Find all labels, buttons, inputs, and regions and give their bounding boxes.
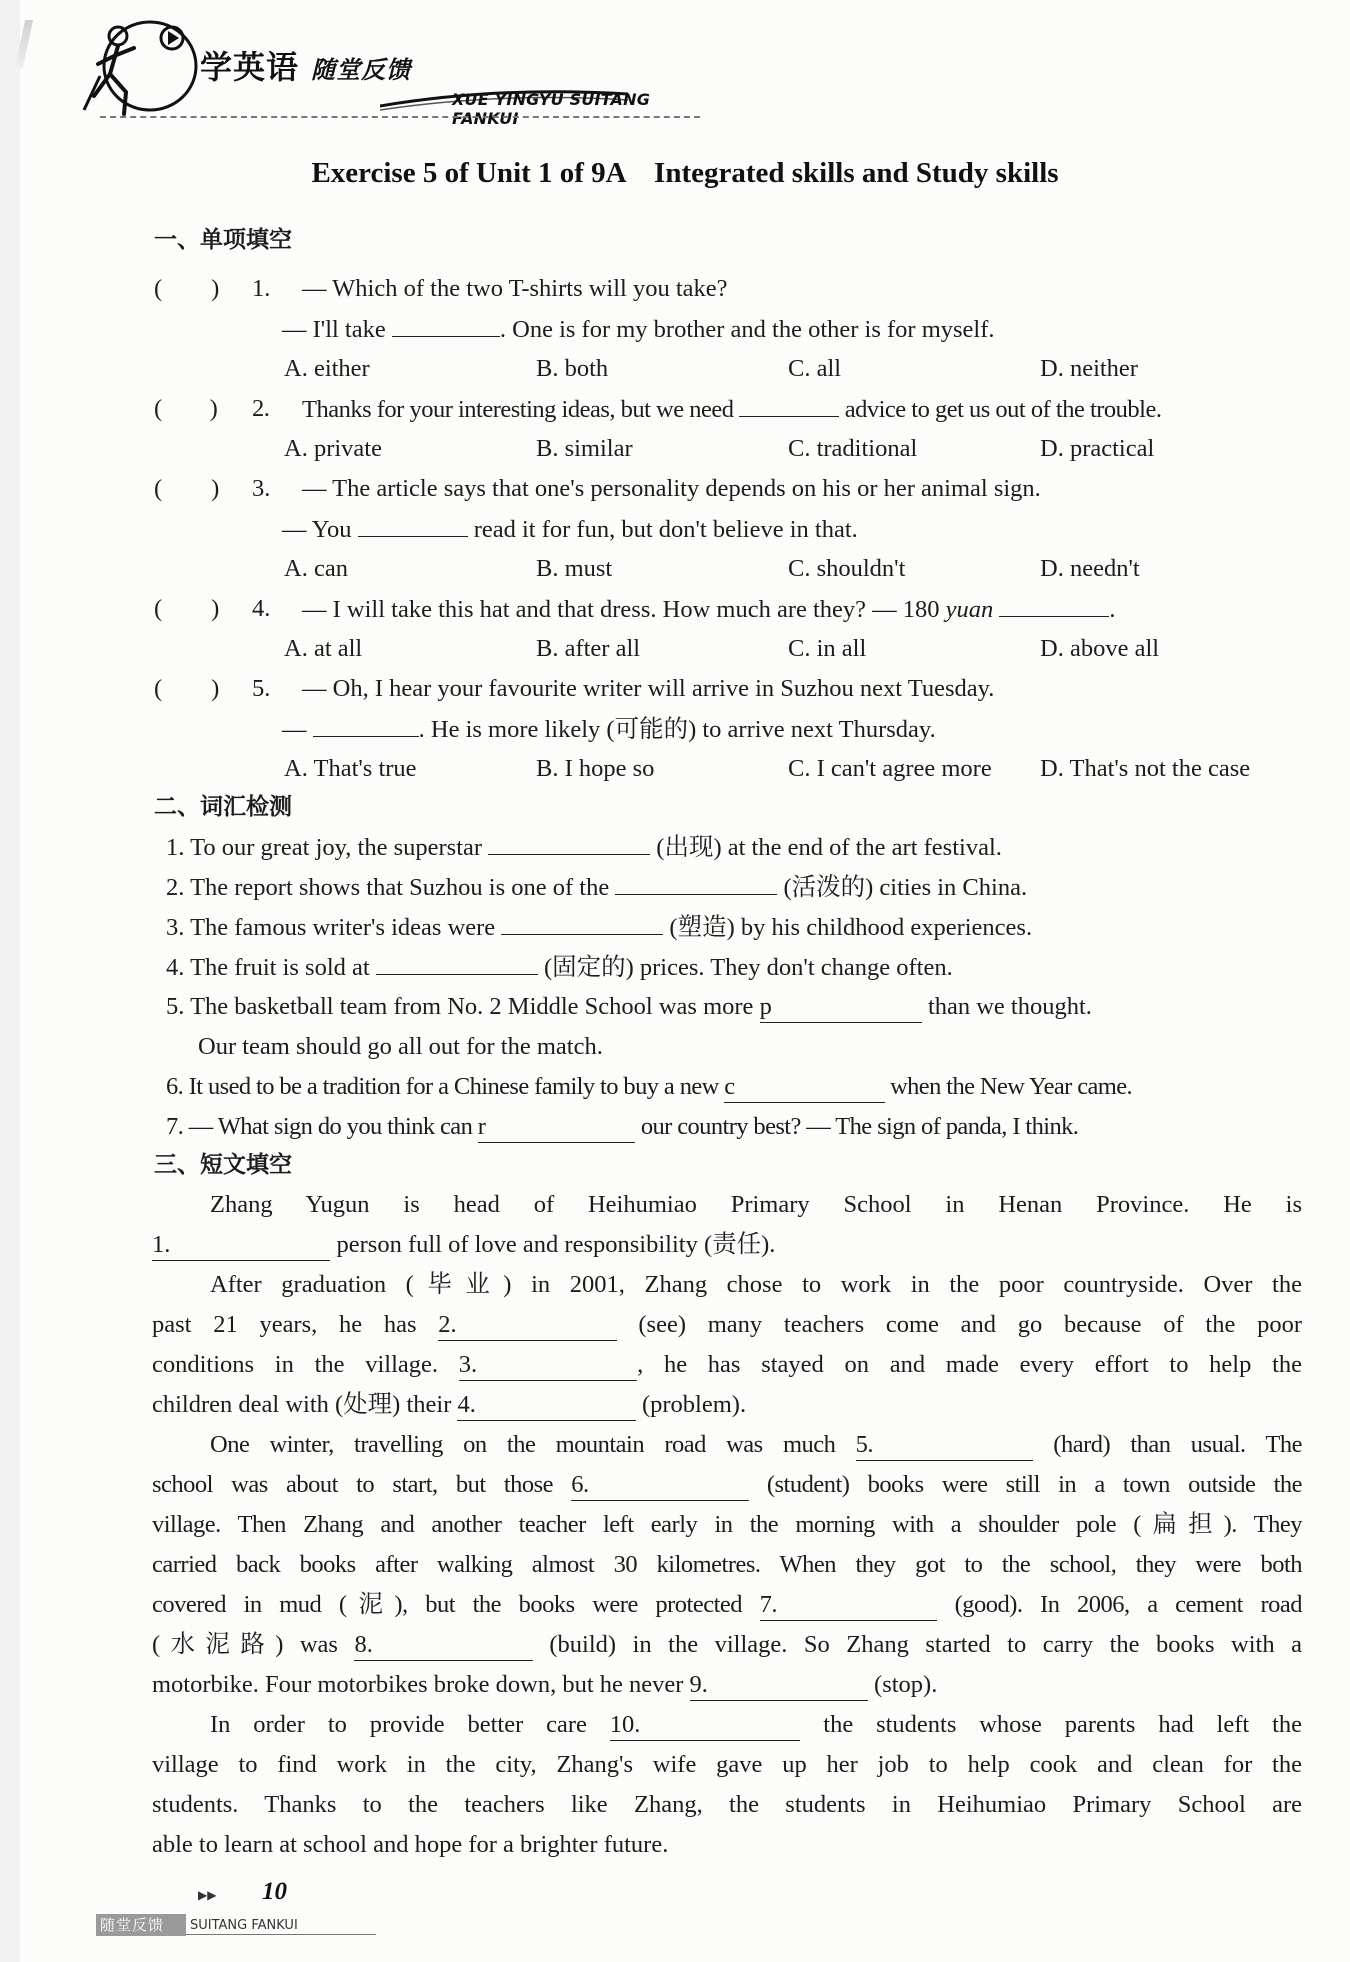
section3-heading: 三、短文填空 [154, 1152, 292, 1178]
vocab-item-2: 2. The report shows that Suzhou is one of the (活泼的) cities in China. [166, 874, 1028, 901]
passage-line: motorbike. Four motorbikes broke down, but he never 9. (stop). [152, 1670, 937, 1701]
passage-line: carried back books after walking almost 30 kilometres. When they got to the school, they were both [152, 1551, 1302, 1578]
answer-blank-4[interactable]: 4. [457, 1390, 635, 1421]
vocab-item-5: 5. The basketball team from No. 2 Middle School was more p than we thought. [166, 992, 1092, 1023]
answer-blank[interactable] [313, 714, 419, 737]
passage-line: village. Then Zhang and another teacher left early in the morning with a shoulder pole (扁担). They [152, 1511, 1302, 1538]
passage-line: covered in mud (泥), but the books were protected 7. (good). In 2006, a cement road [152, 1590, 1302, 1621]
question-5-line2: — . He is more likely (可能的) to arrive next Thursday. [282, 716, 936, 743]
worksheet-page: 学英语 随堂反馈 XUE YINGYU SUITANG FANKUI Exercise 5 of Unit 1 of 9A Integrated skills and Study skills 一、单项填空 ( ) 1. — Which of the two T-shirts will you take? — I'll take . One is for my brother and the other is for myself. A. either B. both C. all D. neither ( ) 2. Thanks for your interesting ideas, but we need advice to get us out of the trouble. A. private B. similar C. traditional D. practical ( ) 3. — The article says that one's personality depends on his or her animal sign. — You read it for fun, but don't believe in that. A. can B. must C. shouldn't D. needn't ( ) 4. — I will take this hat and that dress. How much are they? — 180 yuan . A. at all B. after all C. in all D. above all ( ) 5. — Oh, I hear your favourite writer will arrive in Suzhou next Tuesday. — . He is more likely (可能的) to arrive next Thursday. A. That's true B. I hope so C. I can't agree more D. That's not the case 二、词汇检测 1. To our great joy, the superstar (出现) at the end of the art festival. 2. The report shows that Suzhou is one of the (活泼的) cities in China. 3. The famous writer's ideas were (塑造) by his childhood experiences. 4. The fruit is sold at (固定的) prices. They don't change often. 5. The basketball team from No. 2 Middle School was more p than we thought. Our team should go all out for the match. 6. It used to be a tradition for a Chinese family to buy a new c when the New Year came. 7. — What sign do you think can r our country best? — The sign of panda, I think. 三、短文填空 Zhang Yugun is head of Heihumiao Primary School in Henan Province. He is 1. person full of love and responsibility (责任). After graduation (毕业) in 2001, Zhang chose to work in the poor countryside. Over the past 21 years, he has 2. (see) many teachers come and go because of the poor conditions in the village. 3. , he has stayed on and made every effort to help the children deal with (处理) their 4. (problem). One winter, travelling on the mountain road was much 5. (hard) than usual. The school was about to start, but those 6. (student) books were still in a town outside the village. Then Zhang and another teacher left early in the morning with a shoulder pole (扁担). They carried back books after walking almost 30 kilometres. When they got to the school, they were both covered in mud (泥), but the books were protected 7. (good). In 2006, a cement road (水泥路) was 8. (build) in the village. So Zhang started to carry the books with a motorbike. Four motorbikes broke down, but he never 9. (stop). In order to provide better care 10. the students whose parents had left the village to find work in the city, Zhang's wife gave up her job to help cook and clean for the students. Thanks to the teachers like Zhang, the students in Heihumiao Primary School are able to learn at school and hope for a brighter future. ▶▶ 10 随堂反馈 SUITANG FANKUI [20, 0, 1350, 1962]
passage-line: After graduation (毕业) in 2001, Zhang chose to work in the poor countryside. Over the [210, 1271, 1302, 1298]
page-number: 10 [262, 1878, 287, 1905]
vocab-item-3: 3. The famous writer's ideas were (塑造) by his childhood experiences. [166, 914, 1033, 941]
passage-line: past 21 years, he has 2. (see) many teachers come and go because of the poor [152, 1310, 1302, 1341]
answer-blank-1[interactable]: 1. [152, 1230, 330, 1261]
vocab-item-1: 1. To our great joy, the superstar (出现) at the end of the art festival. [166, 834, 1002, 861]
passage-line: school was about to start, but those 6. (student) books were still in a town outside the [152, 1470, 1302, 1501]
answer-bracket[interactable]: ( ) [154, 595, 220, 622]
answer-blank-3[interactable]: 3. [459, 1350, 637, 1381]
answer-blank[interactable]: c [724, 1072, 884, 1103]
footer-divider [186, 1934, 376, 1935]
page-header [80, 14, 720, 128]
passage-line: In order to provide better care 10. the students whose parents had left the [210, 1710, 1302, 1741]
passage-line: children deal with (处理) their 4. (problem). [152, 1390, 746, 1421]
vocab-item-7: 7. — What sign do you think can r our country best? — The sign of panda, I think. [166, 1112, 1078, 1143]
answer-blank[interactable] [739, 394, 839, 417]
vocab-item-4: 4. The fruit is sold at (固定的) prices. They don't change often. [166, 954, 953, 981]
passage-line: Zhang Yugun is head of Heihumiao Primary School in Henan Province. He is [210, 1191, 1302, 1218]
header-divider [100, 116, 700, 118]
footer-band-pinyin: SUITANG FANKUI [190, 1918, 298, 1933]
runner-logo-icon [80, 14, 210, 124]
passage-line: (水泥路) was 8. (build) in the village. So Zhang started to carry the books with a [152, 1630, 1302, 1661]
answer-blank[interactable] [501, 912, 663, 935]
answer-blank[interactable] [392, 314, 500, 337]
answer-blank[interactable] [488, 832, 650, 855]
answer-blank[interactable] [358, 514, 468, 537]
answer-blank[interactable] [615, 872, 777, 895]
answer-blank-5[interactable]: 5. [856, 1430, 1033, 1461]
answer-blank-6[interactable]: 6. [571, 1470, 748, 1501]
answer-blank[interactable]: r [478, 1112, 636, 1143]
answer-blank-8[interactable]: 8. [354, 1630, 532, 1661]
vocab-item-6: 6. It used to be a tradition for a Chinese family to buy a new c when the New Year came. [166, 1072, 1132, 1103]
footer-band-label: 随堂反馈 [100, 1916, 165, 1934]
passage-line: 1. person full of love and responsibility (责任). [152, 1230, 775, 1261]
answer-blank-7[interactable]: 7. [760, 1590, 937, 1621]
answer-bracket[interactable]: ( ) [154, 675, 220, 702]
answer-blank-2[interactable]: 2. [438, 1310, 616, 1341]
answer-bracket[interactable]: ( ) [154, 475, 220, 502]
answer-blank[interactable] [999, 594, 1109, 617]
answer-blank[interactable]: p [760, 992, 922, 1023]
answer-bracket[interactable]: ( ) [154, 275, 220, 302]
vocab-item-5-cont: Our team should go all out for the match. [198, 1033, 603, 1060]
question-3-line2: — You read it for fun, but don't believe in that. [282, 516, 858, 543]
passage-line: One winter, travelling on the mountain road was much 5. (hard) than usual. The [210, 1430, 1302, 1461]
passage-line: village to find work in the city, Zhang's wife gave up her job to help cook and clean for the [152, 1751, 1302, 1778]
page-footer [94, 1870, 394, 1940]
brand-pinyin: XUE YINGYU SUITANG FANKUI [452, 90, 651, 128]
passage-line: conditions in the village. 3. , he has stayed on and made every effort to help the [152, 1350, 1302, 1381]
answer-blank[interactable] [376, 952, 538, 975]
page-title: Exercise 5 of Unit 1 of 9A Integrated skills and Study skills [311, 157, 1059, 189]
answer-blank-9[interactable]: 9. [690, 1670, 868, 1701]
passage-line: students. Thanks to the teachers like Zhang, the students in Heihumiao Primary School are [152, 1791, 1302, 1818]
answer-blank-10[interactable]: 10. [610, 1710, 801, 1741]
section1-heading: 一、单项填空 [154, 227, 292, 253]
page-edge-mark [15, 20, 33, 68]
answer-bracket[interactable]: ( ) [154, 395, 218, 422]
double-arrow-icon: ▶▶ [198, 1888, 217, 1902]
brand-title: 学英语 随堂反馈 [200, 48, 412, 86]
section2-heading: 二、词汇检测 [154, 794, 292, 820]
passage-line: able to learn at school and hope for a brighter future. [152, 1831, 669, 1858]
question-1-line2: — I'll take . One is for my brother and the other is for myself. [282, 316, 995, 343]
